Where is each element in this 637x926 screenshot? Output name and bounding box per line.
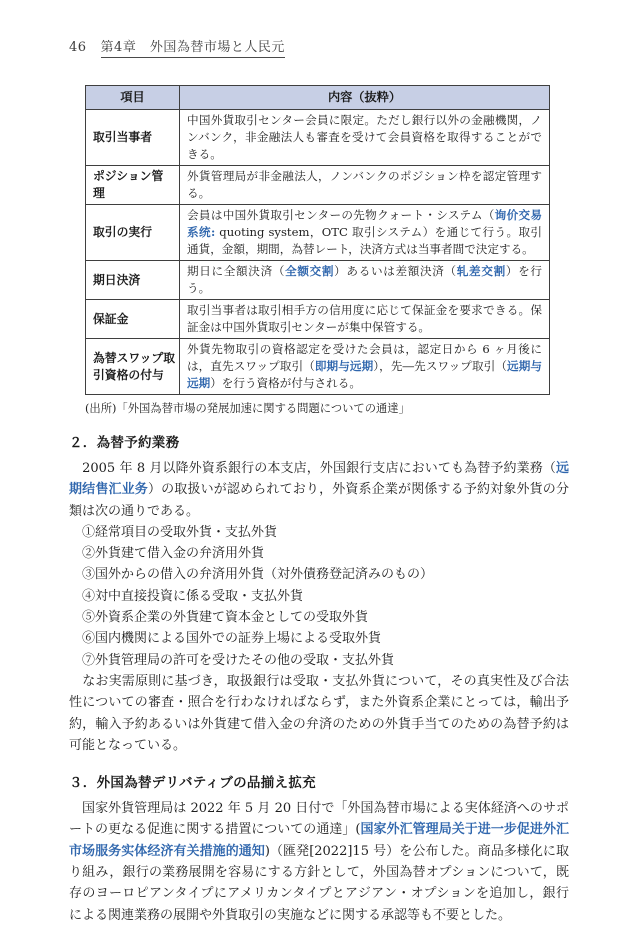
page-number: 46: [69, 40, 87, 55]
page-header: [69, 36, 569, 55]
chinese-term: 远期结售汇业务: [69, 461, 569, 498]
text-segment: 取引当事者は取引相手方の信用度に応じて保証金を要求できる。保証金は中国外貨取引センターが集中保管する。: [187, 303, 542, 334]
row-item-label: 為替スワップ取引資格の付与: [86, 339, 180, 395]
table-row: [86, 110, 550, 166]
list-item: ⑥国内機関による国外での証券上場による受取外貨: [82, 631, 382, 647]
table-row: [86, 300, 550, 339]
text-segment: 2005 年 8 月以降外資系銀行の本支店，外国銀行支店においても為替予約業務（: [69, 461, 556, 476]
row-content: [180, 205, 550, 261]
row-item-label: 取引の実行: [86, 205, 180, 261]
table-row: [86, 205, 550, 261]
list-item: ⑦外貨管理局の許可を受けたその他の受取・支払外貨: [82, 652, 395, 668]
row-content: [180, 110, 550, 166]
text-segment: 国家外貨管理局は 2022 年 5 月 20 日付で「外国為替市場による実体経済へのサポートの更なる促進に関する措置についての通達」(: [69, 801, 569, 838]
table-row: [86, 339, 550, 395]
text-segment: quoting system，OTC 取引システム）を通じて行う。取引通貨，金額，期間，為替レート，決済方式は当事者間で決定する。: [187, 225, 543, 256]
text-segment: ）の取扱いが認められており，外資系企業が関係する予約対象外貨の分類は次の通りである。: [69, 482, 569, 519]
list-item: ①経常項目の受取外貨・支払外貨: [82, 524, 278, 540]
text-segment: ），先―先スワップ取引（: [373, 359, 508, 373]
text-segment: 会員は中国外貨取引センターの先物クォート・システム（: [187, 208, 495, 222]
chinese-term: 国家外汇管理局关于进一步促进外汇市场服务实体经济有关措施的通知: [69, 822, 569, 859]
section-2-paragraph-1: [69, 458, 569, 522]
text-segment: ）あるいは差額決済（: [334, 264, 457, 278]
row-item-label: 取引当事者: [86, 110, 180, 166]
chinese-term: 远期与远期: [187, 359, 542, 390]
forex-classification-list: [69, 522, 569, 671]
table-header-content: 内容（抜粋）: [180, 86, 550, 110]
table-row: [86, 166, 550, 205]
text-segment: 外貨管理局が非金融法人，ノンバンクのポジション枠を認定管理する。: [187, 169, 542, 200]
section-3-heading: ３．外国為替デリバティブの品揃え拡充: [69, 775, 316, 792]
table-row: [86, 261, 550, 300]
text-segment: 外貨先物取引の資格認定を受けた会員は，認定日から 6 ヶ月後には，直先スワップ取引（: [187, 342, 542, 373]
row-content: [180, 339, 550, 395]
section-2-heading: ２．為替予約業務: [69, 435, 180, 451]
chinese-term: 全额交割: [285, 264, 335, 278]
text-segment: )（匯発[2022]15 号）を公布した。商品多様化に取り組み，銀行の業務展開を容易にする方針として，外国為替オプションについて，既存のヨーロピアンタイプにアメリカンタイプとアジアン・オプションを追加し，銀行による関連業務の展開や外貨取引の実施などに関する承認等も不要とした。: [69, 843, 569, 923]
table-header-item: 項目: [86, 86, 180, 110]
text-segment: ）を行う資格が付与される。: [210, 376, 361, 390]
list-item: ④対中直接投資に係る受取・支払外貨: [82, 588, 304, 604]
chinese-term: 轧差交割: [456, 264, 506, 278]
row-item-label: ポジション管理: [86, 166, 180, 205]
section-3-paragraph-1: [69, 798, 569, 926]
chinese-term: 即期与远期: [314, 359, 374, 373]
section-2-paragraph-2: なお実需原則に基づき，取扱銀行は受取・支払外貨について，その真実性及び合法性についての審査・照合を行わなければならず，また外資系企業にとっては，輸出予約，輸入予約あるいは外貨建て借入金の弁済のための外貨手当てのための為替予約は可能となっている。: [69, 673, 569, 753]
list-item: ②外貨建て借入金の弁済用外貨: [82, 546, 265, 562]
text-segment: 中国外貨取引センター会員に限定。ただし銀行以外の金融機関，ノンバンク，非金融法人も審査を受けて会員資格を取得することができる。: [187, 113, 542, 161]
row-content: [180, 261, 550, 300]
row-content: [180, 166, 550, 205]
row-item-label: 期日決済: [86, 261, 180, 300]
list-item: ⑤外資系企業の外貨建て資本金としての受取外貨: [82, 610, 369, 626]
text-segment: ）を行う。: [187, 264, 542, 295]
row-content: [180, 300, 550, 339]
source-note: (出所)「外国為替市場の発展加速に関する問題についての通達」: [85, 402, 410, 415]
text-segment: 期日に全額決済（: [187, 264, 286, 278]
fx-market-rules-table: [85, 85, 550, 395]
row-item-label: 保証金: [86, 300, 180, 339]
chapter-title: 第4章 外国為替市場と人民元: [101, 40, 285, 58]
list-item: ③国外からの借入の弁済用外貨（対外債務登記済みのもの）: [82, 567, 434, 583]
table-header-row: [86, 86, 550, 110]
chinese-term: 询价交易系统:: [187, 208, 542, 239]
